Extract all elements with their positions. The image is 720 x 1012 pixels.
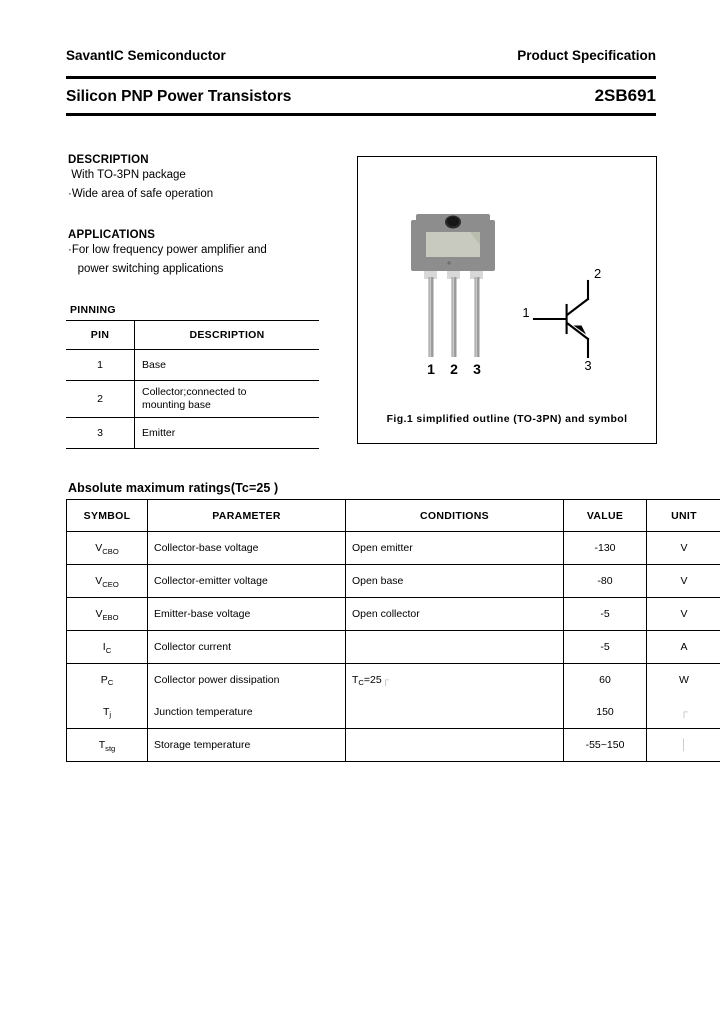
rating-parameter: Storage temperature — [148, 729, 346, 762]
table-row — [67, 664, 720, 729]
rating-parameter: Collector-base voltage — [148, 532, 346, 565]
pinning-header-desc: DESCRIPTION — [135, 321, 320, 350]
pin-description-line-2: mounting base — [142, 399, 211, 411]
degree-tofu-glyph: ┌ — [680, 706, 688, 718]
table-row — [67, 565, 720, 598]
rating-symbol: $I_C$ — [67, 631, 148, 664]
rating-conditions — [346, 729, 564, 762]
svg-text:2: 2 — [594, 267, 602, 281]
pinning-table — [66, 320, 319, 449]
header-divider-bottom — [66, 113, 656, 116]
ratings-header-conditions: CONDITIONS — [346, 500, 564, 532]
table-row — [67, 532, 720, 565]
description-line-1: With TO-3PN package — [68, 169, 186, 181]
pinning-header-row — [66, 321, 319, 350]
table-row — [66, 381, 319, 418]
table-row — [66, 418, 319, 449]
table-row — [66, 350, 319, 381]
rating-unit: V — [647, 532, 720, 565]
ratings-header-row — [67, 500, 720, 532]
pin-description: Emitter — [135, 418, 320, 449]
svg-text:3: 3 — [584, 358, 592, 372]
rating-value-group — [564, 664, 647, 729]
rating-parameter-group — [148, 664, 346, 729]
rating-parameter: Collector current — [148, 631, 346, 664]
rating-value: 150 — [596, 706, 614, 718]
pin-number: 1 — [66, 350, 135, 381]
rating-symbol-group — [67, 664, 148, 729]
rating-value: -55~150 — [564, 729, 647, 762]
rating-value: 60 — [599, 674, 611, 686]
rating-parameter: Emitter-base voltage — [148, 598, 346, 631]
rating-value: -5 — [564, 598, 647, 631]
rating-value: -130 — [564, 532, 647, 565]
rating-unit-group — [647, 664, 720, 729]
pinning-header-pin: PIN — [66, 321, 135, 350]
part-number: 2SB691 — [594, 86, 656, 105]
svg-text:2: 2 — [450, 361, 458, 377]
ratings-header-symbol: SYMBOL — [67, 500, 148, 532]
rating-unit: W — [679, 674, 689, 686]
degree-tofu-glyph: │ — [680, 739, 688, 751]
rating-symbol: $V_{CEO}$ — [67, 565, 148, 598]
rating-conditions: T $_C$ =25 ┌ — [352, 674, 390, 687]
pnp-transistor-symbol — [518, 267, 628, 372]
description-heading: DESCRIPTION — [68, 154, 149, 166]
rating-conditions: Open emitter — [346, 532, 564, 565]
ratings-header-parameter: PARAMETER — [148, 500, 346, 532]
ratings-header-unit: UNIT — [647, 500, 720, 532]
rating-conditions: Open collector — [346, 598, 564, 631]
rating-unit: V — [647, 565, 720, 598]
page-title: Silicon PNP Power Transistors — [66, 88, 292, 105]
description-section — [68, 154, 338, 203]
rating-parameter: Collector power dissipation — [154, 674, 280, 686]
rating-symbol: P $_C$ — [100, 674, 114, 687]
title-row — [66, 86, 656, 106]
svg-text:1: 1 — [427, 361, 435, 377]
pin-description-line-1: Collector;connected to — [142, 385, 247, 398]
rating-symbol: $V_{EBO}$ — [67, 598, 148, 631]
rating-unit — [647, 696, 720, 728]
document-type: Product Specification — [517, 48, 656, 63]
header-divider-top — [66, 76, 656, 79]
absolute-maximum-ratings-table — [66, 499, 720, 762]
table-row — [67, 598, 720, 631]
rating-conditions: Open base — [346, 565, 564, 598]
description-line-2: ·Wide area of safe operation — [68, 187, 214, 200]
pin-description: Base — [135, 350, 320, 381]
rating-conditions-group — [346, 664, 564, 729]
rating-unit: V — [647, 598, 720, 631]
table-row — [67, 729, 720, 762]
pin-number: 2 — [66, 381, 135, 418]
figure-box — [357, 156, 657, 444]
rating-unit — [647, 729, 720, 762]
rating-value: -80 — [564, 565, 647, 598]
rating-symbol: $T_{stg}$ — [67, 729, 148, 762]
applications-line-1: ·For low frequency power amplifier and — [68, 244, 267, 256]
rating-unit: A — [647, 631, 720, 664]
rating-conditions — [346, 696, 563, 728]
rating-symbol: T $_j$ — [102, 706, 112, 719]
figure-caption: Fig.1 simplified outline (TO-3PN) and symbol — [386, 413, 628, 425]
table-row — [67, 631, 720, 664]
pin-description — [135, 381, 320, 418]
ratings-title: Absolute maximum ratings(Tc=25 ) — [68, 481, 279, 495]
pinning-label: PINNING — [70, 304, 116, 316]
applications-section — [68, 229, 343, 278]
ratings-header-value: VALUE — [564, 500, 647, 532]
degree-tofu-glyph: ┌ — [381, 674, 390, 686]
rating-parameter: Junction temperature — [154, 706, 253, 718]
applications-heading: APPLICATIONS — [68, 229, 156, 241]
rating-conditions — [346, 631, 564, 664]
company-name: SavantIC Semiconductor — [66, 48, 226, 63]
rating-parameter: Collector-emitter voltage — [148, 565, 346, 598]
pin-number: 3 — [66, 418, 135, 449]
to3pn-package-image — [410, 213, 496, 381]
svg-text:1: 1 — [522, 305, 530, 320]
page-header — [66, 48, 656, 63]
applications-line-2: power switching applications — [68, 262, 224, 275]
rating-symbol: $V_{CBO}$ — [67, 532, 148, 565]
rating-value: -5 — [564, 631, 647, 664]
svg-text:3: 3 — [473, 361, 481, 377]
